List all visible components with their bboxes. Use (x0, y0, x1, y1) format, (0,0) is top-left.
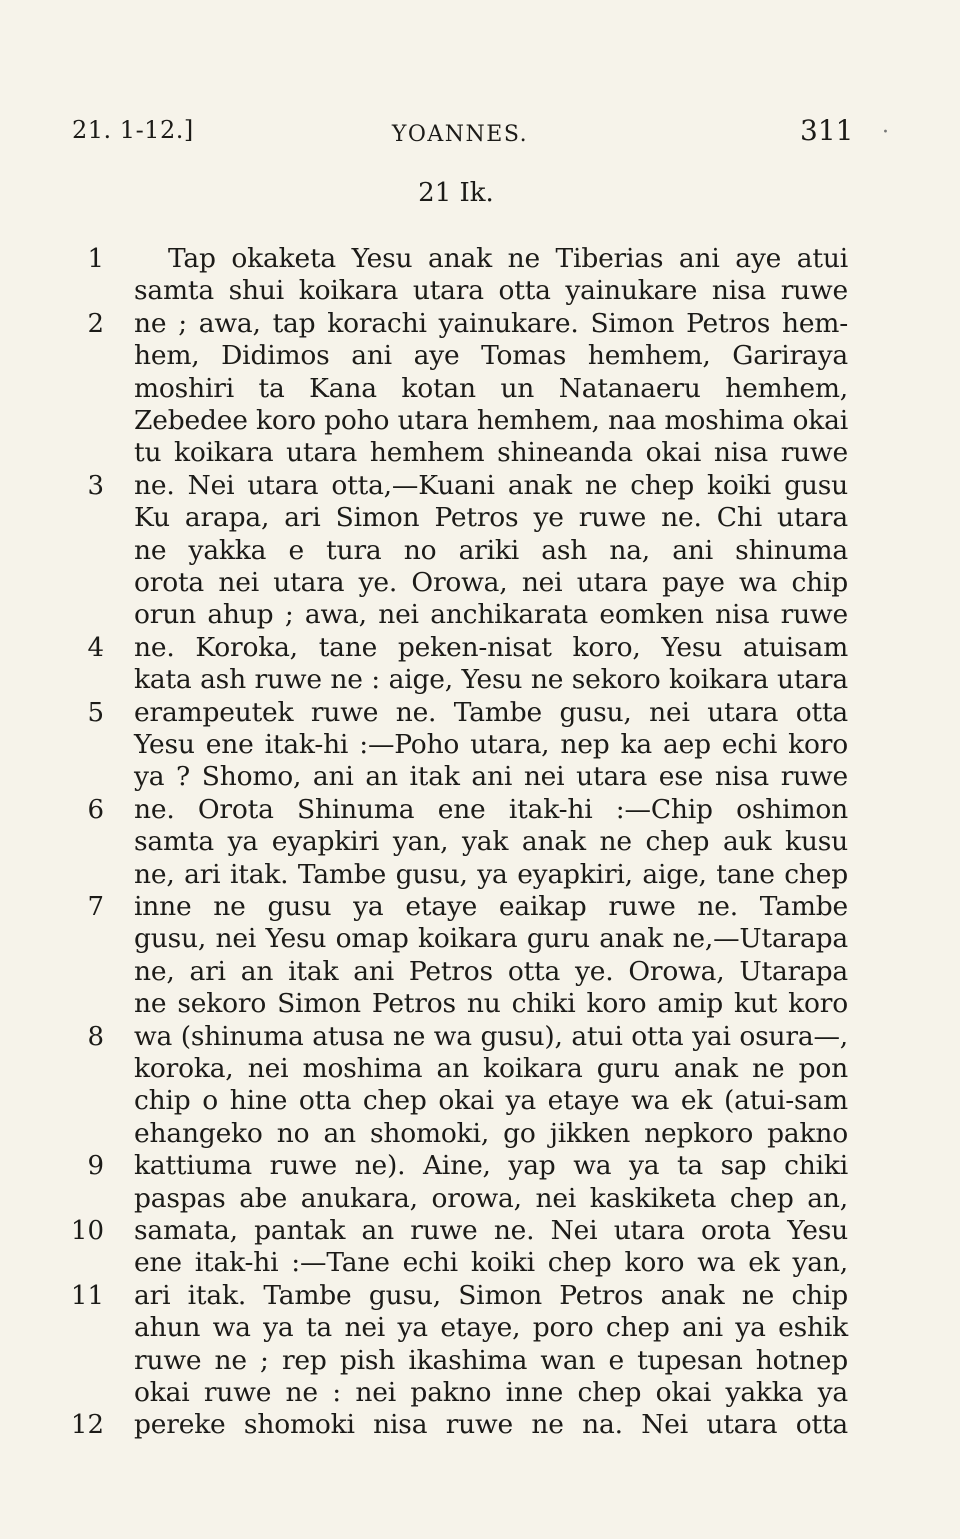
text-line (0, 1247, 960, 1279)
text-line (0, 1085, 960, 1117)
chapter-heading: 21 Ik. (418, 178, 494, 208)
text-line (0, 729, 960, 761)
verse-number: 8 (87, 1021, 104, 1052)
text-line (0, 567, 960, 599)
text-line (0, 502, 960, 534)
line-text: ne yakka e tura no ariki ash na, ani shinuma (134, 534, 848, 566)
line-text: pereke shomoki nisa ruwe ne na. Nei utara otta (134, 1409, 848, 1441)
book-title: YOANNES. (391, 122, 529, 147)
line-text: erampeutek ruwe ne. Tambe gusu, nei utara otta (134, 696, 848, 728)
line-text: ne sekoro Simon Petros nu chiki koro amip kut koro (134, 988, 848, 1020)
line-text: Tap okaketa Yesu anak ne Tiberias ani aye atui (168, 243, 848, 274)
line-text: ne. Orota Shinuma ene itak-hi :—Chip oshimon (134, 793, 848, 825)
line-text: ya ? Shomo, ani an itak ani nei utara ese nisa ruwe (134, 761, 848, 793)
text-line (0, 405, 960, 437)
line-text: tu koikara utara hemhem shineanda okai nisa ruwe (134, 437, 848, 469)
text-line (0, 1150, 960, 1182)
text-line (0, 664, 960, 696)
text-line (0, 308, 960, 340)
line-text: samta ya eyapkiri yan, yak anak ne chep auk kusu (134, 826, 848, 858)
verse-number: 9 (87, 1151, 104, 1182)
verse-number: 1 (87, 244, 104, 274)
line-text: ahun wa ya ta nei ya etaye, poro chep ani ya eshik (134, 1312, 848, 1344)
text-line (0, 1215, 960, 1247)
line-text: ehangeko no an shomoki, go jikken nepkoro pakno (134, 1117, 848, 1149)
text-line (0, 373, 960, 405)
text-line (0, 340, 960, 372)
line-text: orota nei utara ye. Orowa, nei utara paye wa chip (134, 567, 848, 598)
line-text: moshiri ta Kana kotan un Natanaeru hemhem, (134, 372, 848, 404)
text-line (0, 243, 960, 275)
text-line (0, 761, 960, 793)
text-line (0, 923, 960, 955)
page-number: 311 (800, 114, 854, 147)
text-line (0, 535, 960, 567)
text-line (0, 859, 960, 891)
text-line (0, 697, 960, 729)
text-line (0, 891, 960, 923)
chapter-verse-reference: 21. 1-12.] (72, 116, 194, 144)
text-line (0, 1118, 960, 1150)
text-line (0, 1183, 960, 1215)
line-text: gusu, nei Yesu omap koikara guru anak ne,—Utarapa (134, 923, 848, 955)
line-text: Zebedee koro poho utara hemhem, naa moshima okai (134, 405, 848, 436)
verse-number: 5 (87, 697, 104, 728)
ink-speck: · (882, 120, 889, 145)
line-text: ne, ari itak. Tambe gusu, ya eyapkiri, aige, tane chep (134, 858, 848, 890)
verse-number: 4 (87, 632, 104, 663)
text-line (0, 794, 960, 826)
text-line (0, 1345, 960, 1377)
verse-number: 7 (87, 892, 104, 922)
text-line (0, 599, 960, 631)
verse-number: 12 (70, 1410, 104, 1441)
text-line (0, 1053, 960, 1085)
line-text: samta shui koikara utara otta yainukare nisa ruwe (134, 275, 848, 307)
running-header (0, 112, 960, 152)
line-text: chip o hine otta chep okai ya etaye wa ek (atui-sam (134, 1085, 848, 1117)
line-text: ene itak-hi :—Tane echi koiki chep koro wa ek yan, (134, 1247, 848, 1279)
line-text: wa (shinuma atusa ne wa gusu), atui otta yai osura—, (134, 1020, 848, 1052)
text-line (0, 826, 960, 858)
line-text: orun ahup ; awa, nei anchikarata eomken nisa ruwe (134, 599, 848, 631)
text-line (0, 1312, 960, 1344)
line-text: ruwe ne ; rep pish ikashima wan e tupesan hotnep (134, 1344, 848, 1376)
text-line (0, 1377, 960, 1409)
verse-number: 2 (87, 308, 104, 339)
line-text: ne. Koroka, tane peken-nisat koro, Yesu atuisam (134, 631, 848, 663)
line-text: ne ; awa, tap korachi yainukare. Simon Petros hem- (134, 307, 848, 339)
line-text: koroka, nei moshima an koikara guru anak ne pon (134, 1053, 848, 1084)
line-text: inne ne gusu ya etaye eaikap ruwe ne. Tambe (134, 891, 848, 922)
line-text: okai ruwe ne : nei pakno inne chep okai yakka ya (134, 1377, 848, 1408)
text-line (0, 956, 960, 988)
text-line (0, 437, 960, 469)
text-line (0, 1021, 960, 1053)
line-text: hem, Didimos ani aye Tomas hemhem, Gariraya (134, 340, 848, 372)
text-line (0, 988, 960, 1020)
line-text: samata, pantak an ruwe ne. Nei utara orota Yesu (134, 1215, 848, 1246)
text-line (0, 632, 960, 664)
line-text: kata ash ruwe ne : aige, Yesu ne sekoro koikara utara (134, 664, 848, 696)
verse-number: 6 (87, 794, 104, 825)
line-text: paspas abe anukara, orowa, nei kaskiketa chep an, (134, 1182, 848, 1214)
text-line (0, 1409, 960, 1441)
text-line (0, 470, 960, 502)
verse-number: 3 (87, 470, 104, 501)
text-line (0, 275, 960, 307)
line-text: Yesu ene itak-hi :—Poho utara, nep ka aep echi koro (134, 729, 848, 760)
line-text: Ku arapa, ari Simon Petros ye ruwe ne. Chi utara (134, 502, 848, 534)
line-text: ne. Nei utara otta,—Kuani anak ne chep koiki gusu (134, 469, 848, 501)
line-text: kattiuma ruwe ne). Aine, yap wa ya ta sap chiki (134, 1150, 848, 1182)
line-text: ari itak. Tambe gusu, Simon Petros anak ne chip (134, 1279, 848, 1311)
verse-number: 11 (70, 1280, 104, 1311)
text-line (0, 1280, 960, 1312)
verse-number: 10 (70, 1216, 104, 1246)
line-text: ne, ari an itak ani Petros otta ye. Orowa, Utarapa (134, 955, 848, 987)
